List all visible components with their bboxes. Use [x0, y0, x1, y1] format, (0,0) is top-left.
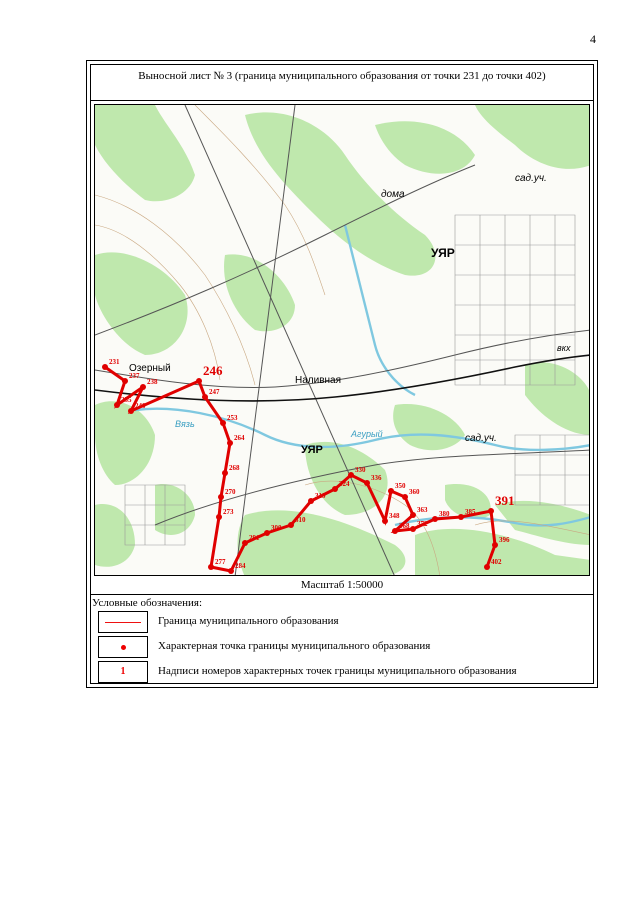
boundary-point-label: 253: [227, 414, 238, 422]
map-label-uyar-station: УЯР: [301, 444, 323, 456]
page-number: 4: [590, 32, 596, 46]
boundary-point: [432, 516, 438, 522]
boundary-point: [228, 568, 234, 574]
boundary-point: [122, 378, 128, 384]
legend-text: Надписи номеров характерных точек границы муниципального образования: [158, 665, 517, 677]
boundary-point-label: 284: [235, 562, 246, 570]
boundary-point: [202, 394, 208, 400]
legend-item-boundary: [98, 611, 588, 635]
boundary-point-label: 350: [395, 482, 406, 490]
boundary-point: [208, 564, 214, 570]
boundary-point: [102, 364, 108, 370]
legend-text: Характерная точка границы муниципального образования: [158, 640, 431, 652]
boundary-point: [308, 498, 314, 504]
boundary-point: [364, 480, 370, 486]
map-label-sad-uch-2: сад.уч.: [465, 433, 497, 444]
boundary-point: [264, 530, 270, 536]
boundary-point-label: 231: [109, 358, 120, 366]
boundary-point-label: 391: [495, 493, 515, 508]
map-label-vkh: вкх: [557, 343, 571, 353]
boundary-point-label: 330: [355, 466, 366, 474]
legend-item-point: [98, 636, 588, 660]
map-label-uyar-town: УЯР: [431, 246, 455, 260]
boundary-point: [402, 494, 408, 500]
boundary-point-label: 291: [249, 534, 260, 542]
legend-number-swatch: [98, 661, 148, 683]
boundary-point-label: 380: [439, 510, 450, 518]
boundary-point: [242, 540, 248, 546]
boundary-point-label: 396: [499, 536, 510, 544]
boundary-point-label: 268: [229, 464, 240, 472]
boundary-point-label: 300: [271, 524, 282, 532]
map-label-nalivnaya: Наливная: [295, 375, 342, 386]
boundary-point: [114, 402, 120, 408]
boundary-point-label: 363: [417, 506, 428, 514]
boundary-point-label: 277: [215, 558, 226, 566]
boundary-point: [382, 518, 388, 524]
scale-label: Масштаб 1:50000: [300, 579, 384, 591]
boundary-point-label: 264: [234, 434, 245, 442]
boundary-point: [220, 420, 226, 426]
legend-title: Условные обозначения:: [92, 597, 203, 609]
map-label-river-2: Агурый: [351, 429, 383, 439]
boundary-point-label: 237: [129, 372, 140, 380]
legend-number-sample: 1: [120, 666, 126, 677]
map-label-doma: дома: [381, 189, 405, 200]
boundary-point-label: 348: [389, 512, 400, 520]
legend-text: Граница муниципального образования: [158, 615, 339, 627]
boundary-point-label: 247: [209, 388, 220, 396]
title-divider: [90, 100, 594, 101]
boundary-point: [216, 514, 222, 520]
map-label-ozerny: Озерный: [129, 363, 171, 374]
boundary-point: [484, 564, 490, 570]
boundary-point: [128, 408, 134, 414]
boundary-point-label: 246: [203, 363, 223, 378]
legend-divider: [90, 594, 594, 595]
map-area[interactable]: [94, 104, 590, 576]
boundary-point: [140, 384, 146, 390]
boundary-point-label: 240: [135, 402, 146, 410]
boundary-point-label: 270: [225, 488, 236, 496]
legend-dot-swatch: [98, 636, 148, 658]
boundary-point-label: 273: [223, 508, 234, 516]
boundary-point-label: 319: [315, 492, 326, 500]
boundary-point: [410, 512, 416, 518]
legend-line-swatch: [98, 611, 148, 633]
boundary-point-label: 310: [295, 516, 306, 524]
boundary-point-label: 336: [371, 474, 382, 482]
boundary-point: [410, 526, 416, 532]
boundary-point-label: 360: [409, 488, 420, 496]
boundary-point: [288, 522, 294, 528]
boundary-point: [348, 472, 354, 478]
boundary-point: [218, 494, 224, 500]
legend-item-number: [98, 661, 588, 685]
sheet-title: Выносной лист № 3 (граница муниципального образования от точки 231 до точки 402): [138, 70, 546, 82]
boundary-point: [458, 514, 464, 520]
boundary-point: [392, 528, 398, 534]
boundary-point-label: 385: [465, 508, 476, 516]
topographic-map: [95, 105, 590, 576]
boundary-point: [388, 488, 394, 494]
map-label-sad-uch-1: сад.уч.: [515, 173, 547, 184]
boundary-point-label: 402: [491, 558, 502, 566]
boundary-point: [196, 378, 202, 384]
boundary-point-label: 235: [121, 396, 132, 404]
boundary-point-label: 368: [399, 522, 410, 530]
boundary-point: [488, 508, 494, 514]
boundary-point-label: 324: [339, 480, 350, 488]
boundary-point: [222, 470, 228, 476]
map-label-river-1: Вязь: [175, 419, 195, 429]
boundary-point: [227, 440, 233, 446]
boundary-point: [492, 542, 498, 548]
boundary-point-label: 238: [147, 378, 158, 386]
boundary-point-label: 372: [417, 520, 428, 528]
boundary-point: [332, 486, 338, 492]
